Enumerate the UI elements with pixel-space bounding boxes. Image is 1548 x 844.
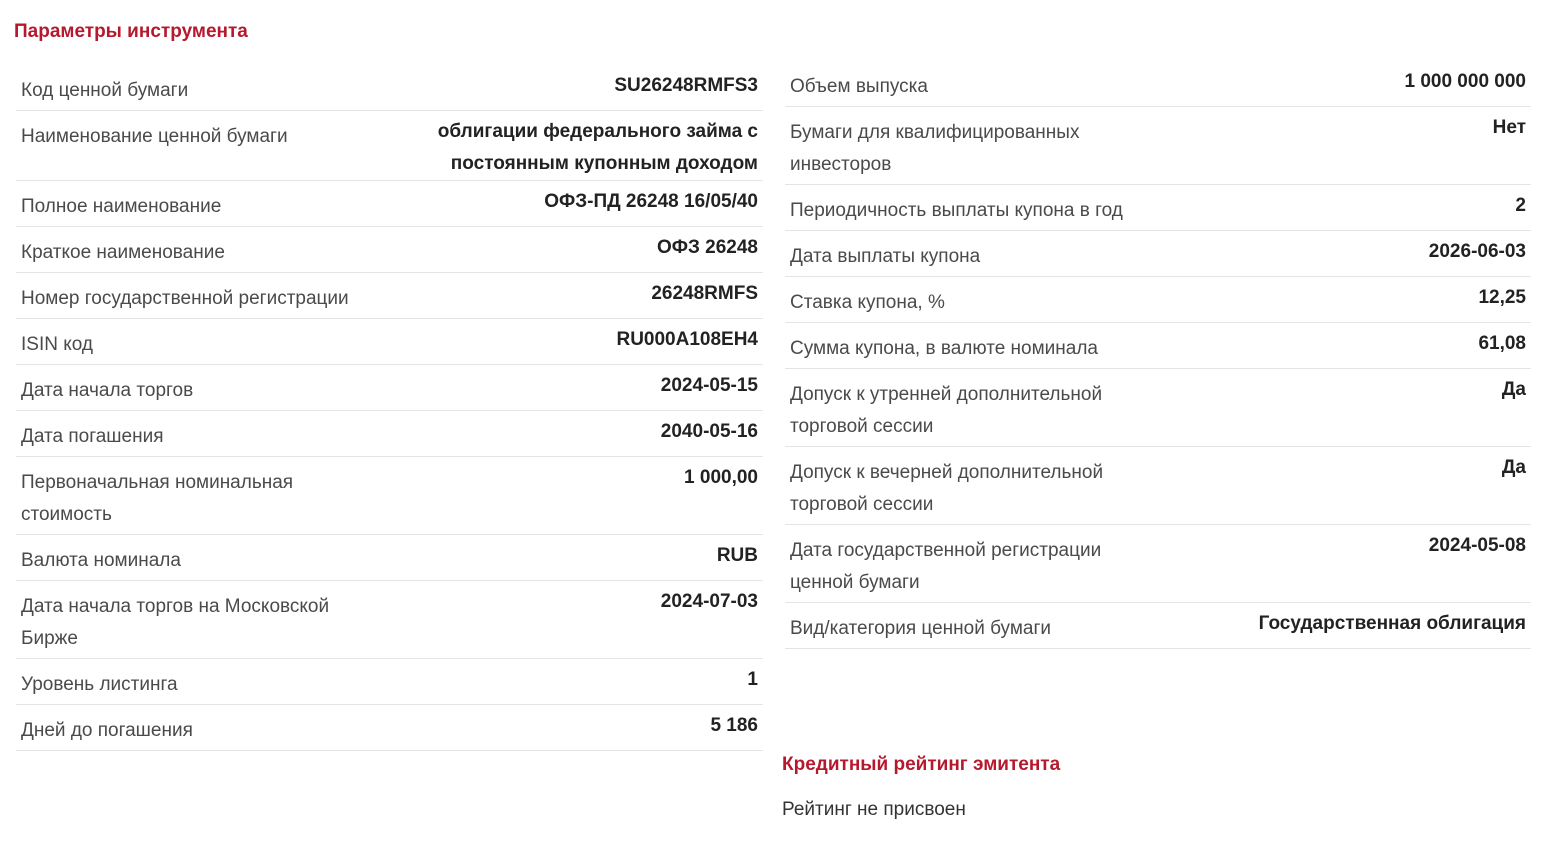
param-row-security-code [16,65,763,111]
param-row-initial-face-value [16,457,763,535]
param-label: Уровень листинга [21,674,178,695]
param-label: Краткое наименование [21,242,225,263]
param-value: 2040-05-16 [660,421,758,442]
params-table-left [16,65,763,751]
param-row-moex-trading-start [16,581,763,659]
param-value: RU000A108EH4 [616,329,758,350]
param-value: ОФЗ-ПД 26248 16/05/40 [544,191,758,212]
param-row-isin [16,319,763,365]
param-row-coupon-frequency [785,185,1531,231]
param-value: 1 000,00 [684,467,758,488]
param-label: Дата начала торгов на Московской Бирже [21,596,330,649]
param-label: Дата выплаты купона [790,246,981,267]
param-value: 2024-07-03 [660,591,758,612]
param-label: Код ценной бумаги [21,80,189,101]
param-label: Дата погашения [21,426,164,447]
param-row-registration-date [785,525,1531,603]
params-table-right [785,61,1531,649]
param-row-security-category [785,603,1531,649]
param-value: RUB [716,545,758,566]
param-label: Вид/категория ценной бумаги [790,618,1052,639]
param-value: 1 000 000 000 [1404,71,1526,92]
param-row-days-to-maturity [16,705,763,751]
param-value: 26248RMFS [651,283,758,304]
credit-rating-status: Рейтинг не присвоен [782,799,966,820]
section-title-credit-rating: Кредитный рейтинг эмитента [782,754,1061,775]
param-value: облигации федерального займа с постоянным купонным доходом [437,121,758,174]
param-label: Валюта номинала [21,550,181,571]
param-label: Периодичность выплаты купона в год [790,200,1123,221]
param-value: 1 [747,669,758,690]
param-row-morning-session [785,369,1531,447]
param-value: Государственная облигация [1258,613,1526,634]
param-row-short-name [16,227,763,273]
param-label: Дата государственной регистрации ценной бумаги [790,540,1102,593]
param-value: 2024-05-08 [1428,535,1526,556]
param-label: Полное наименование [21,196,222,217]
param-label: Допуск к утренней дополнительной торговой сессии [790,384,1103,437]
param-value: SU26248RMFS3 [614,75,758,96]
param-value: 5 186 [710,715,758,736]
param-label: Наименование ценной бумаги [21,126,288,147]
param-label: Номер государственной регистрации [21,288,349,309]
param-value: 2024-05-15 [660,375,758,396]
param-label: Ставка купона, % [790,292,945,313]
param-label: Допуск к вечерней дополнительной торговой сессии [790,462,1104,515]
param-row-coupon-amount [785,323,1531,369]
param-value: 12,25 [1478,287,1526,308]
param-label: Дней до погашения [21,720,193,741]
param-row-maturity-date [16,411,763,457]
param-row-registration-number [16,273,763,319]
param-value: 61,08 [1478,333,1526,354]
param-value: 2026-06-03 [1428,241,1526,262]
param-row-coupon-rate [785,277,1531,323]
param-label: Первоначальная номинальная стоимость [21,472,294,525]
param-row-trading-start [16,365,763,411]
param-row-issue-volume [785,61,1531,107]
param-value: Нет [1492,117,1526,138]
param-label: Сумма купона, в валюте номинала [790,338,1098,359]
param-row-face-currency [16,535,763,581]
param-value: ОФЗ 26248 [656,237,758,258]
param-row-security-name [16,111,763,181]
param-value: Да [1501,379,1526,400]
param-row-listing-level [16,659,763,705]
param-row-coupon-date [785,231,1531,277]
section-title-params: Параметры инструмента [14,21,248,42]
param-value: Да [1501,457,1526,478]
param-label: ISIN код [21,334,93,355]
param-label: Дата начала торгов [21,380,194,401]
param-label: Объем выпуска [790,76,928,97]
param-row-evening-session [785,447,1531,525]
param-row-qualified-investors [785,107,1531,185]
param-label: Бумаги для квалифицированных инвесторов [790,122,1080,175]
param-value: 2 [1515,195,1526,216]
param-row-full-name [16,181,763,227]
